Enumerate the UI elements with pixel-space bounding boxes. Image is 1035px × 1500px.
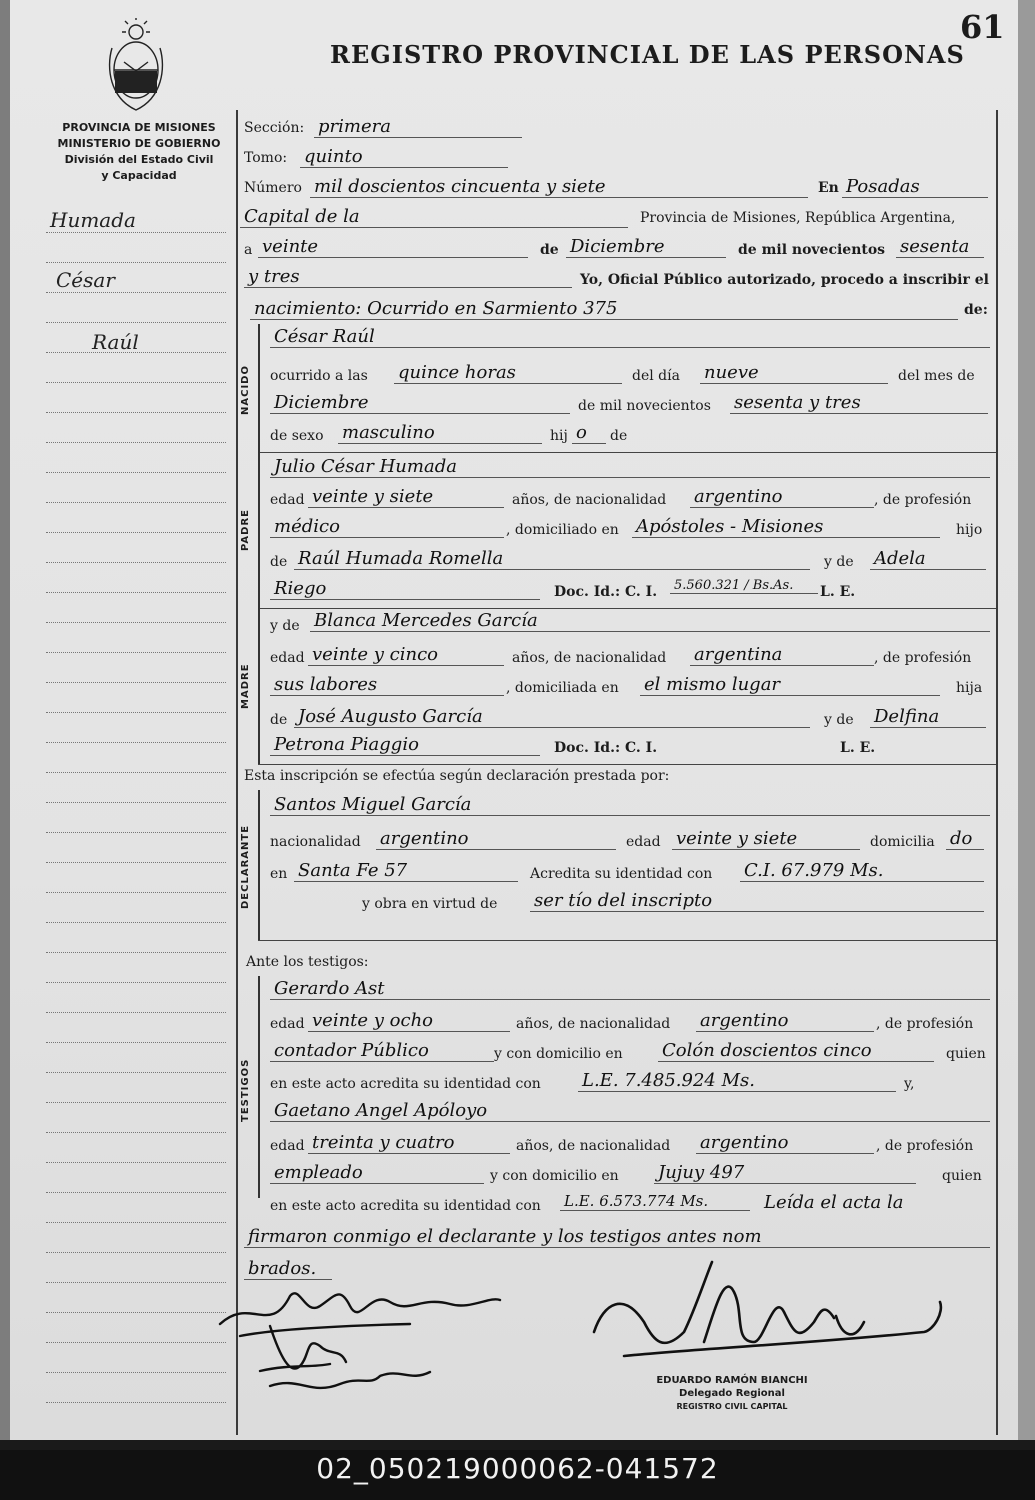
padre-yde-label: y de bbox=[824, 554, 854, 570]
ocurrido-label: ocurrido a las bbox=[270, 368, 368, 384]
binder-edge bbox=[1018, 0, 1035, 1440]
madre-de-label: de bbox=[270, 712, 288, 728]
testigo2-domicilio: Jujuy 497 bbox=[654, 1162, 916, 1184]
margin-line bbox=[46, 1102, 226, 1103]
tomo-value: quinto bbox=[300, 146, 508, 168]
padre-doc: 5.560.321 / Bs.As. bbox=[670, 578, 818, 594]
margin-line bbox=[46, 802, 226, 803]
padre-nac-label: años, de nacionalidad bbox=[512, 492, 667, 508]
a-label: a bbox=[244, 242, 253, 258]
dia-nac-value: nueve bbox=[700, 362, 888, 384]
margin-surname: Humada bbox=[50, 208, 136, 232]
madre-edad: veinte y cinco bbox=[308, 644, 504, 666]
madre-doc-label: Doc. Id.: C. I. bbox=[554, 740, 658, 756]
padre-domicilio: Apóstoles - Misiones bbox=[632, 516, 940, 538]
testigo1-edad: veinte y ocho bbox=[308, 1010, 510, 1032]
margin-line bbox=[46, 952, 226, 953]
margin-line bbox=[46, 262, 226, 263]
margin-line bbox=[46, 502, 226, 503]
testigo2-acredita-label: en este acto acredita su identidad con bbox=[270, 1198, 541, 1214]
padre-madre-de: Adela bbox=[870, 548, 986, 570]
page-number: 61 bbox=[960, 8, 1005, 46]
margin-line bbox=[46, 1162, 226, 1163]
del-dia-label: del día bbox=[632, 368, 680, 384]
signature-declarante-icon bbox=[210, 1276, 510, 1416]
declarante-acredita-label: Acredita su identidad con bbox=[530, 866, 713, 882]
margin-line bbox=[46, 1192, 226, 1193]
madre-dom-label: , domiciliada en bbox=[506, 680, 619, 696]
testigo2-doc: L.E. 6.573.774 Ms. bbox=[560, 1192, 750, 1211]
anio2-value: y tres bbox=[244, 266, 572, 288]
padre-doc-label: Doc. Id.: C. I. bbox=[554, 584, 658, 600]
madre-rule bbox=[258, 608, 260, 764]
madre-nacionalidad: argentina bbox=[690, 644, 874, 666]
madre-divider bbox=[258, 764, 996, 765]
numero-label: Número bbox=[244, 180, 302, 196]
sexo-value: masculino bbox=[338, 422, 542, 444]
agency-line-4: y Capacidad bbox=[101, 169, 177, 182]
margin-line bbox=[46, 232, 226, 233]
margin-line bbox=[46, 1072, 226, 1073]
hijo-suffix: o bbox=[572, 422, 606, 444]
testigo1-nac-label: años, de nacionalidad bbox=[516, 1016, 671, 1032]
padre-nacionalidad: argentino bbox=[690, 486, 874, 508]
margin-line bbox=[46, 1312, 226, 1313]
mes-value: Diciembre bbox=[566, 236, 726, 258]
madre-le-label: L. E. bbox=[840, 740, 876, 756]
stamp-line-3: REGISTRO CIVIL CAPITAL bbox=[676, 1402, 788, 1411]
declarante-virtud: ser tío del inscripto bbox=[530, 890, 984, 912]
declarante-nacionalidad: argentino bbox=[376, 828, 616, 850]
madre-yde2-label: y de bbox=[824, 712, 854, 728]
margin-line bbox=[46, 982, 226, 983]
testigo2-edad-label: edad bbox=[270, 1138, 305, 1154]
madre-edad-label: edad bbox=[270, 650, 305, 666]
de2-label: de: bbox=[964, 302, 988, 318]
testigos-section-label: TESTIGOS bbox=[240, 1058, 251, 1122]
cierre-line-2: brados. bbox=[244, 1258, 332, 1280]
provincia-label: Provincia de Misiones, República Argentina, bbox=[640, 210, 956, 226]
signature-official-icon bbox=[584, 1252, 964, 1382]
madre-padre-de: José Augusto García bbox=[294, 706, 810, 728]
hijo-label: hij bbox=[550, 428, 568, 444]
declarante-nombre: Santos Miguel García bbox=[270, 794, 990, 816]
padre-nombre: Julio César Humada bbox=[270, 456, 990, 478]
padre-prof-label: , de profesión bbox=[874, 492, 972, 508]
nacido-divider bbox=[258, 452, 996, 453]
margin-line bbox=[46, 1342, 226, 1343]
declarante-domicilio: Santa Fe 57 bbox=[294, 860, 518, 882]
nacido-nombre: César Raúl bbox=[270, 326, 990, 348]
margin-name-2: Raúl bbox=[92, 330, 139, 354]
declarante-rule bbox=[258, 790, 260, 940]
madre-nombre: Blanca Mercedes García bbox=[310, 610, 990, 632]
declarante-dom-label: domicilia bbox=[870, 834, 935, 850]
margin-line bbox=[46, 1132, 226, 1133]
numero-value: mil doscientos cincuenta y siete bbox=[310, 176, 808, 198]
anio-label: de mil novecientos bbox=[738, 242, 886, 258]
seccion-label: Sección: bbox=[244, 120, 305, 136]
anio-value: sesenta bbox=[896, 236, 984, 258]
acto-value: nacimiento: Ocurrido en Sarmiento 375 bbox=[250, 298, 958, 320]
madre-profesion: sus labores bbox=[270, 674, 504, 696]
margin-line bbox=[46, 922, 226, 923]
left-shadow bbox=[0, 0, 10, 1440]
declarante-doc: C.I. 67.979 Ms. bbox=[740, 860, 984, 882]
declarante-en-label: en bbox=[270, 866, 288, 882]
margin-line bbox=[46, 412, 226, 413]
margin-line bbox=[46, 1402, 226, 1403]
padre-de-label: de bbox=[270, 554, 288, 570]
testigos-label: Ante los testigos: bbox=[246, 954, 369, 970]
mes-nac-value: Diciembre bbox=[270, 392, 570, 414]
declarante-edad-label: edad bbox=[626, 834, 661, 850]
madre-madre-de: Delfina bbox=[870, 706, 986, 728]
capital-value: Capital de la bbox=[240, 206, 628, 228]
en-label: En bbox=[818, 180, 839, 196]
margin-line bbox=[46, 1252, 226, 1253]
declarante-dom-suffix: do bbox=[946, 828, 984, 850]
madre-madre-de-2: Petrona Piaggio bbox=[270, 734, 540, 756]
testigo1-y: y, bbox=[904, 1076, 915, 1092]
margin-line bbox=[46, 742, 226, 743]
padre-divider bbox=[258, 608, 996, 609]
madre-prof-label: , de profesión bbox=[874, 650, 972, 666]
testigo2-dom-label: y con domicilio en bbox=[490, 1168, 619, 1184]
testigo1-quien: quien bbox=[946, 1046, 986, 1062]
margin-line bbox=[46, 892, 226, 893]
agency-line-1: PROVINCIA DE MISIONES bbox=[62, 121, 216, 134]
padre-edad: veinte y siete bbox=[308, 486, 504, 508]
declarante-divider bbox=[258, 940, 996, 941]
margin-line bbox=[46, 832, 226, 833]
testigo1-profesion: contador Público bbox=[270, 1040, 494, 1062]
madre-nac-label: años, de nacionalidad bbox=[512, 650, 667, 666]
padre-rule bbox=[258, 452, 260, 608]
stamp-line-1: EDUARDO RAMÓN BIANCHI bbox=[656, 1375, 808, 1386]
margin-line bbox=[46, 1012, 226, 1013]
tomo-label: Tomo: bbox=[244, 150, 288, 166]
margin-line bbox=[46, 1042, 226, 1043]
testigo1-nacionalidad: argentino bbox=[696, 1010, 874, 1032]
agency-line-2: MINISTERIO DE GOBIERNO bbox=[57, 137, 221, 150]
padre-section-label: PADRE bbox=[240, 509, 251, 551]
margin-line bbox=[46, 322, 226, 323]
document-identifier: 02_050219000062-041572 bbox=[316, 1452, 719, 1485]
testigo1-prof-label: , de profesión bbox=[876, 1016, 974, 1032]
madre-yde-label: y de bbox=[270, 618, 300, 634]
testigo2-nac-label: años, de nacionalidad bbox=[516, 1138, 671, 1154]
anio-nac-value: sesenta y tres bbox=[730, 392, 988, 414]
testigo1-acredita-label: en este acto acredita su identidad con bbox=[270, 1076, 541, 1092]
nacido-section-label: NACIDO bbox=[240, 365, 251, 415]
en-value: Posadas bbox=[842, 176, 988, 198]
agency-line-3: División del Estado Civil bbox=[64, 153, 214, 166]
testigo1-dom-label: y con domicilio en bbox=[494, 1046, 623, 1062]
padre-profesion: médico bbox=[270, 516, 504, 538]
de-label: de bbox=[540, 242, 559, 258]
declarante-section-label: DECLARANTE bbox=[240, 824, 251, 910]
madre-section-label: MADRE bbox=[240, 663, 251, 709]
hijo-de-label: de bbox=[610, 428, 628, 444]
testigo2-tail: Leída el acta la bbox=[764, 1192, 904, 1213]
testigo1-domicilio: Colón doscientos cinco bbox=[658, 1040, 934, 1062]
madre-hija-label: hija bbox=[956, 680, 983, 696]
padre-padre-de: Raúl Humada Romella bbox=[294, 548, 810, 570]
hora-value: quince horas bbox=[394, 362, 622, 384]
testigo2-nombre: Gaetano Angel Apóloyo bbox=[270, 1100, 990, 1122]
right-rule bbox=[996, 110, 998, 1435]
left-rule bbox=[236, 110, 238, 1435]
margin-line bbox=[46, 862, 226, 863]
document-title: REGISTRO PROVINCIAL DE LAS PERSONAS bbox=[330, 40, 965, 69]
testigo1-edad-label: edad bbox=[270, 1016, 305, 1032]
margin-line bbox=[46, 532, 226, 533]
margin-line bbox=[46, 292, 226, 293]
dia-value: veinte bbox=[258, 236, 528, 258]
testigo2-nacionalidad: argentino bbox=[696, 1132, 874, 1154]
padre-madre-de-2: Riego bbox=[270, 578, 540, 600]
testigo2-edad: treinta y cuatro bbox=[308, 1132, 510, 1154]
official-stamp bbox=[632, 1374, 832, 1413]
declarante-obra-label: y obra en virtud de bbox=[362, 896, 498, 912]
padre-le-label: L. E. bbox=[820, 584, 856, 600]
margin-line bbox=[46, 472, 226, 473]
margin-line bbox=[46, 1222, 226, 1223]
margin-line bbox=[46, 772, 226, 773]
sexo-label: de sexo bbox=[270, 428, 324, 444]
margin-line bbox=[46, 592, 226, 593]
madre-domicilio: el mismo lugar bbox=[640, 674, 940, 696]
margin-line bbox=[46, 562, 226, 563]
testigo2-quien: quien bbox=[942, 1168, 982, 1184]
padre-hijo-label: hijo bbox=[956, 522, 983, 538]
margin-line bbox=[46, 442, 226, 443]
margin-line bbox=[46, 1372, 226, 1373]
margin-line bbox=[46, 712, 226, 713]
margin-line bbox=[46, 382, 226, 383]
seccion-value: primera bbox=[314, 116, 522, 138]
cierre-line-1: firmaron conmigo el declarante y los testigos antes nom bbox=[244, 1226, 990, 1248]
oficial-label: Yo, Oficial Público autorizado, procedo a inscribir el bbox=[580, 272, 989, 288]
testigo1-nombre: Gerardo Ast bbox=[270, 978, 990, 1000]
testigo1-doc: L.E. 7.485.924 Ms. bbox=[578, 1070, 896, 1092]
padre-dom-label: , domiciliado en bbox=[506, 522, 619, 538]
del-mes-label: del mes de bbox=[898, 368, 975, 384]
margin-name-1: César bbox=[56, 268, 115, 292]
testigos-rule bbox=[258, 976, 260, 1198]
testigo2-prof-label: , de profesión bbox=[876, 1138, 974, 1154]
anio-nac-label: de mil novecientos bbox=[578, 398, 711, 414]
declaracion-label: Esta inscripción se efectúa según declaración prestada por: bbox=[244, 768, 670, 784]
declarante-nac-label: nacionalidad bbox=[270, 834, 361, 850]
testigo2-profesion: empleado bbox=[270, 1162, 484, 1184]
agency-block bbox=[44, 120, 234, 184]
margin-line bbox=[46, 622, 226, 623]
stamp-line-2: Delegado Regional bbox=[679, 1388, 785, 1399]
coat-of-arms-icon bbox=[106, 18, 166, 114]
declarante-edad: veinte y siete bbox=[672, 828, 860, 850]
padre-edad-label: edad bbox=[270, 492, 305, 508]
margin-line bbox=[46, 682, 226, 683]
margin-line bbox=[46, 652, 226, 653]
nacido-rule bbox=[258, 324, 260, 452]
margin-line bbox=[46, 1282, 226, 1283]
